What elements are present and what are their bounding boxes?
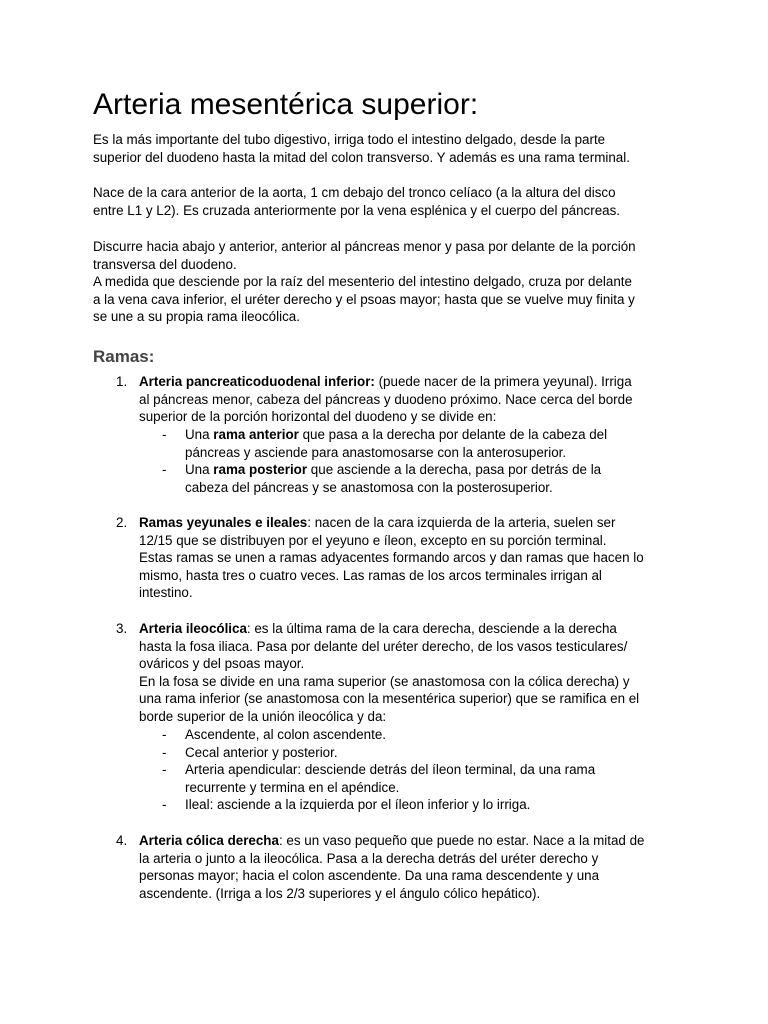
sub-list-item: [139, 461, 699, 496]
text-line: [139, 620, 699, 638]
bullet-dash: -: [162, 727, 167, 742]
text-line: [139, 373, 699, 391]
text-line: la arteria o junto a la ileocólica. Pasa a la derecha detrás del uréter derecho y: [139, 850, 599, 866]
item-text: : es la última rama de la cara derecha, desciende a la derecha: [246, 621, 617, 636]
list-item-body: [139, 620, 699, 726]
text-line: se une a su propia rama ileocólica.: [93, 309, 300, 325]
sub-list-item: [139, 726, 699, 744]
text-fragment: que asciende a la derecha, pasa por detrás de la: [307, 462, 602, 478]
sub-item-text: [139, 796, 699, 814]
bullet-dash: -: [162, 797, 167, 813]
text-line: Es la más importante del tubo digestivo, irriga todo el intestino delgado, desde la parte: [93, 132, 606, 147]
text-line: [185, 426, 699, 444]
text-line: entre L1 y L2). Es cruzada anteriormente por la vena esplénica y el cuerpo del páncreas.: [93, 202, 621, 218]
text-line: Ascendente, al colon ascendente.: [185, 727, 387, 742]
text-line: [139, 832, 699, 850]
bullet-dash: -: [162, 427, 167, 442]
text-fragment: Una: [185, 462, 214, 478]
text-line: [185, 461, 699, 479]
sub-item-text: [139, 744, 699, 762]
text-line: En la fosa se divide en una rama superior (se anastomosa con la cólica derecha) y: [139, 673, 630, 689]
item-bold-term: Arteria pancreaticoduodenal inferior:: [139, 374, 375, 389]
sub-bold-term: rama anterior: [213, 427, 299, 442]
text-line: una rama inferior (se anastomosa con la mesentérica superior) que se ramifica en el: [139, 691, 640, 707]
item-text: (puede nacer de la primera yeyunal). Irriga: [374, 374, 632, 389]
list-number: 2.: [116, 515, 128, 530]
text-line: cabeza del páncreas y se anastomosa con la posterosuperior.: [185, 479, 553, 495]
sub-list-item: [139, 796, 699, 814]
list-number: 3.: [116, 621, 128, 636]
sub-list-item: [139, 426, 699, 461]
bullet-dash: -: [162, 762, 167, 778]
item-text: : es un vaso pequeño que puede no estar. Nace a la mitad de: [278, 833, 645, 848]
sub-item-text: [139, 461, 699, 496]
sub-list-item: [139, 761, 699, 796]
sub-bold-term: rama posterior: [213, 462, 308, 478]
text-line: [139, 514, 699, 532]
text-line: transversa del duodeno.: [93, 256, 237, 272]
text-fragment: Una: [185, 427, 214, 442]
text-line: Cecal anterior y posterior.: [185, 744, 338, 760]
text-fragment: que pasa a la derecha por delante de la cabeza del: [298, 427, 608, 442]
text-line: 12/15 que se distribuyen por el yeyuno e íleon, excepto en su porción terminal.: [139, 532, 607, 548]
sub-list: [139, 426, 699, 496]
list-item-body: [139, 373, 699, 426]
text-line: ascendente. (Irriga a los 2/3 superiores y el ángulo cólico hepático).: [139, 885, 541, 901]
text-line: al páncreas menor, cabeza del páncreas y duodeno próximo. Nace cerca del borde: [139, 391, 633, 407]
list-item-body: [139, 514, 699, 602]
sub-list: [139, 726, 699, 814]
text-line: recurrente y termina en el apéndice.: [185, 779, 400, 795]
text-line: borde superior de la unión ileocólica y da:: [139, 708, 387, 724]
bullet-dash: -: [162, 462, 167, 478]
origin-paragraph: [93, 184, 693, 219]
text-line: Arteria apendicular: desciende detrás del íleon terminal, da una rama: [185, 762, 596, 778]
text-line: mismo, hasta tres o cuatro veces. Las ramas de los arcos terminales irrigan al: [139, 567, 602, 583]
page-title: Arteria mesentérica superior:: [93, 88, 479, 121]
list-number: 4.: [116, 833, 128, 848]
text-line: Ileal: asciende a la izquierda por el íleon inferior y lo irriga.: [185, 797, 531, 813]
text-line: personas mayor; hacia el colon ascendente. Da una rama descendente y una: [139, 868, 600, 884]
text-line: páncreas y asciende para anastomosarse con la anterosuperior.: [185, 444, 567, 460]
text-line: hasta la fosa iliaca. Pasa por delante del uréter derecho, de los vasos testiculares/: [139, 638, 628, 654]
item-bold-term: Arteria ileocólica: [139, 621, 247, 636]
item-bold-term: Arteria cólica derecha: [139, 833, 279, 848]
text-line: Estas ramas se unen a ramas adyacentes formando arcos y dan ramas que hacen lo: [139, 550, 644, 566]
section-heading: Ramas:: [93, 347, 155, 366]
text-line: A medida que desciende por la raíz del mesenterio del intestino delgado, cruza por delante: [93, 274, 632, 290]
text-line: intestino.: [139, 585, 193, 601]
text-line: Nace de la cara anterior de la aorta, 1 cm debajo del tronco celíaco (a la altura del disco: [93, 185, 616, 200]
list-item-body: [139, 832, 699, 902]
text-line: ováricos y del psoas mayor.: [139, 656, 305, 672]
course-paragraph: [93, 238, 693, 326]
bullet-dash: -: [162, 744, 167, 760]
intro-paragraph: [93, 131, 693, 166]
sub-item-text: [139, 726, 699, 744]
text-line: superior del duodeno hasta la mitad del colon transverso. Y además es una rama terminal.: [93, 149, 630, 165]
sub-item-text: [139, 761, 699, 796]
text-line: superior de la porción horizontal del duodeno y se divide en:: [139, 409, 497, 425]
text-line: a la vena cava inferior, el uréter derecho y el psoas mayor; hasta que se vuelve muy finita y: [93, 291, 635, 307]
list-number: 1.: [116, 374, 128, 389]
item-text: : nacen de la cara izquierda de la arteria, suelen ser: [307, 515, 616, 530]
sub-item-text: [139, 426, 699, 461]
text-line: Discurre hacia abajo y anterior, anterior al páncreas menor y pasa por delante de la porción: [93, 239, 636, 254]
sub-list-item: [139, 744, 699, 762]
item-bold-term: Ramas yeyunales e ileales: [139, 515, 308, 530]
